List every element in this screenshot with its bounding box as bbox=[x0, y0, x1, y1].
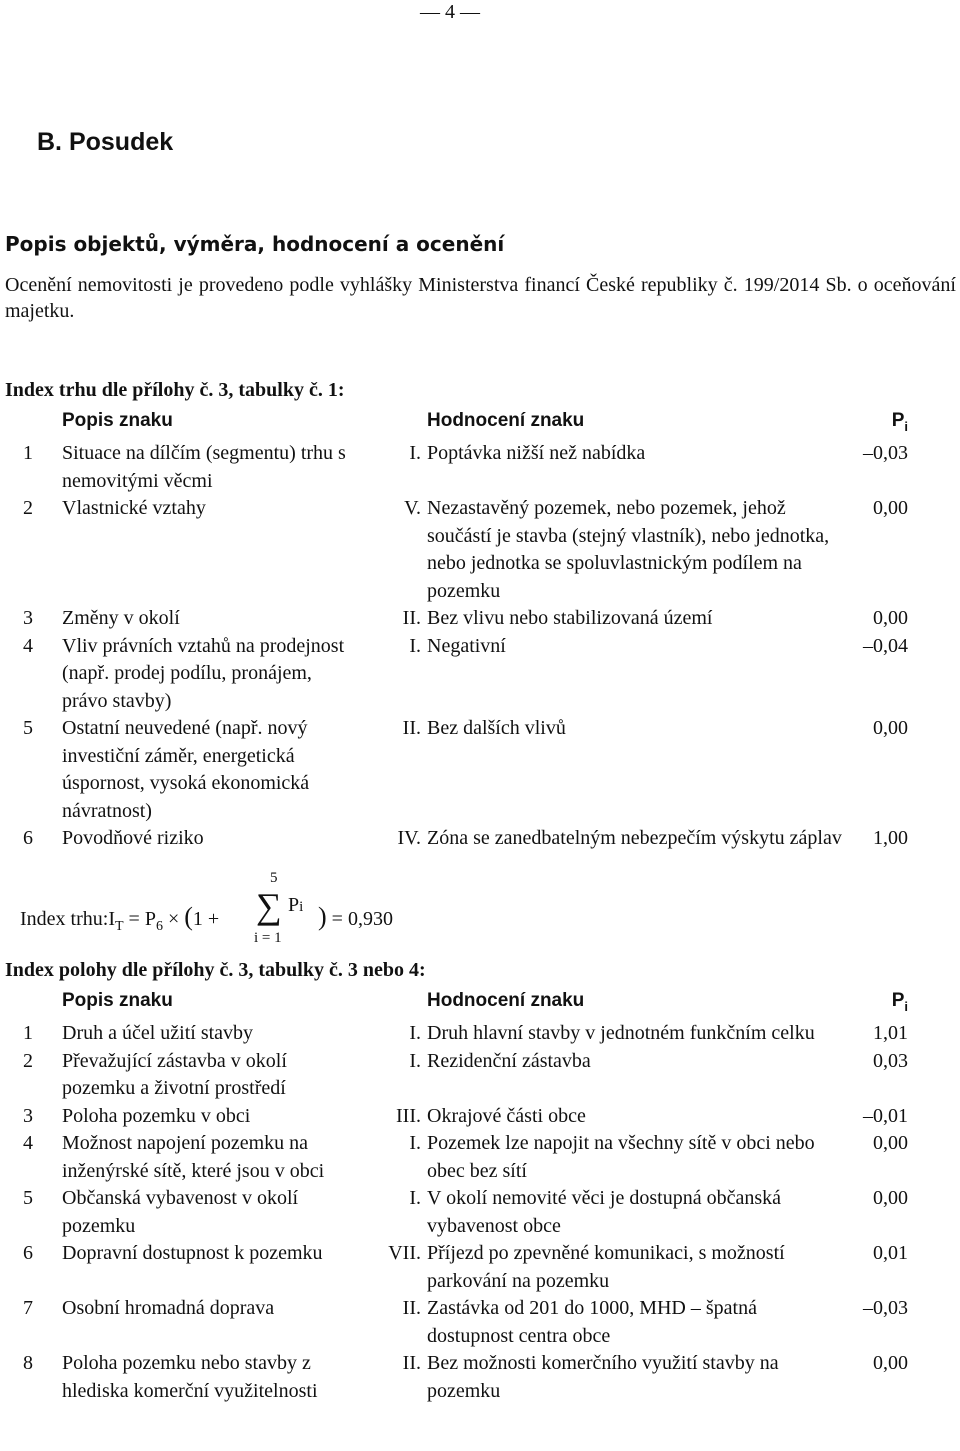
row-sign: Poloha pozemku v obci bbox=[62, 1104, 251, 1127]
header-pi bbox=[847, 407, 960, 440]
row-value: 0,01 bbox=[873, 1242, 908, 1265]
row-level: V. bbox=[404, 497, 421, 520]
row-number: 5 bbox=[23, 1187, 33, 1210]
table-row bbox=[0, 1130, 960, 1185]
formula-p6-sub: 6 bbox=[155, 919, 163, 934]
row-sign: Změny v okolí bbox=[62, 607, 180, 630]
market-index-table bbox=[0, 407, 960, 853]
page-number-value: 4 bbox=[445, 1, 455, 23]
table-header bbox=[0, 407, 960, 440]
formula-pi bbox=[288, 894, 303, 917]
page-number: — 4 — bbox=[420, 1, 480, 23]
header-pi-sub: i bbox=[904, 998, 908, 1014]
row-sign: Dopravní dostupnost k pozemku bbox=[62, 1242, 323, 1265]
row-level: I. bbox=[409, 1187, 421, 1210]
row-description: Bez dalších vlivů bbox=[427, 717, 566, 740]
table-row bbox=[0, 1240, 960, 1295]
row-value: 0,00 bbox=[873, 1187, 908, 1210]
section-title: Popis objektů, výměra, hodnocení a ocenění bbox=[5, 232, 505, 256]
row-sign: Poloha pozemku nebo stavby z hlediska komerční využitelnosti bbox=[62, 1352, 318, 1402]
row-description: Zastávka od 201 do 1000, MHD – špatná dostupnost centra obce bbox=[427, 1297, 757, 1347]
table-row bbox=[0, 605, 960, 633]
header-pi-main: P bbox=[891, 990, 905, 1011]
table-row bbox=[0, 495, 960, 605]
location-index-table bbox=[0, 987, 960, 1405]
table-row bbox=[0, 1020, 960, 1048]
formula-sigma: ∑ bbox=[256, 886, 282, 926]
table-row bbox=[0, 1048, 960, 1103]
row-value: 1,01 bbox=[873, 1022, 908, 1045]
row-value: 0,03 bbox=[873, 1049, 908, 1072]
row-description: Příjezd po zpevněné komunikaci, s možností parkování na pozemku bbox=[427, 1242, 785, 1292]
row-number: 7 bbox=[23, 1297, 33, 1320]
row-number: 1 bbox=[23, 442, 33, 465]
row-number: 6 bbox=[23, 1242, 33, 1265]
row-description: Druh hlavní stavby v jednotném funkčním celku bbox=[427, 1022, 815, 1045]
row-sign: Osobní hromadná doprava bbox=[62, 1297, 275, 1320]
formula-result bbox=[318, 902, 393, 932]
row-value: 0,00 bbox=[873, 607, 908, 630]
row-description: V okolí nemovité věci je dostupná občanská vybavenost obce bbox=[427, 1187, 781, 1237]
market-index-formula bbox=[20, 870, 440, 950]
row-sign: Možnost napojení pozemku na inženýrské sítě, které jsou v obci bbox=[62, 1132, 325, 1182]
row-value: –0,01 bbox=[863, 1104, 908, 1127]
row-description: Nezastavěný pozemek, nebo pozemek, jehož součástí je stavba (stejný vlastník), nebo jednotka, nebo jednotka se spoluvlastnickým podílem na pozemku bbox=[427, 497, 830, 602]
row-description: Pozemek lze napojit na všechny sítě v obci nebo obec bez sítí bbox=[427, 1132, 815, 1182]
row-description: Rezidenční zástavba bbox=[427, 1049, 591, 1072]
row-number: 3 bbox=[23, 607, 33, 630]
header-pi bbox=[847, 987, 960, 1020]
header-pi-sub: i bbox=[904, 418, 908, 434]
table-row bbox=[0, 825, 960, 853]
formula-sum-top: 5 bbox=[270, 870, 278, 886]
formula-pi-main: P bbox=[288, 894, 300, 916]
row-number: 4 bbox=[23, 1132, 33, 1155]
formula-times: × bbox=[167, 908, 180, 930]
row-level: I. bbox=[409, 634, 421, 657]
table-row bbox=[0, 1103, 960, 1131]
row-number: 6 bbox=[23, 827, 33, 850]
row-description: Poptávka nižší než nabídka bbox=[427, 442, 646, 465]
row-description: Negativní bbox=[427, 634, 506, 657]
row-level: IV. bbox=[397, 827, 421, 850]
formula-label-text: Index trhu: bbox=[20, 908, 109, 930]
document-heading: B. Posudek bbox=[37, 128, 174, 156]
row-number: 4 bbox=[23, 634, 33, 657]
row-value: –0,03 bbox=[863, 1297, 908, 1320]
row-value: 0,00 bbox=[873, 497, 908, 520]
row-sign: Povodňové riziko bbox=[62, 827, 204, 850]
row-number: 1 bbox=[23, 1022, 33, 1045]
row-description: Bez vlivu nebo stabilizovaná území bbox=[427, 607, 713, 630]
row-level: I. bbox=[409, 1132, 421, 1155]
row-value: –0,03 bbox=[863, 442, 908, 465]
row-sign: Situace na dílčím (segmentu) trhu s nemovitými věcmi bbox=[62, 442, 346, 492]
table-row bbox=[0, 1185, 960, 1240]
header-sign: Popis znaku bbox=[62, 990, 173, 1011]
table-row bbox=[0, 633, 960, 716]
row-level: I. bbox=[409, 1049, 421, 1072]
formula-label bbox=[20, 902, 219, 935]
row-number: 8 bbox=[23, 1352, 33, 1375]
row-level: I. bbox=[409, 442, 421, 465]
row-number: 2 bbox=[23, 497, 33, 520]
formula-open: ( bbox=[184, 902, 193, 931]
table-header bbox=[0, 987, 960, 1020]
row-value: 0,00 bbox=[873, 1132, 908, 1155]
row-sign: Převažující zástavba v okolí pozemku a životní prostředí bbox=[62, 1049, 287, 1100]
row-level: II. bbox=[402, 717, 421, 740]
formula-close: ) bbox=[318, 902, 327, 931]
row-level: II. bbox=[402, 1352, 421, 1375]
row-sign: Ostatní neuvedené (např. nový investiční záměr, energetická úspornost, vysoká ekonomická návratnost) bbox=[62, 717, 310, 822]
row-value: 1,00 bbox=[873, 827, 908, 850]
row-description: Zóna se zanedbatelným nebezpečím výskytu záplav bbox=[427, 827, 842, 850]
row-description: Bez možnosti komerčního využití stavby na pozemku bbox=[427, 1352, 779, 1402]
formula-it-sub: T bbox=[114, 919, 124, 934]
row-sign: Vliv právních vztahů na prodejnost (např. prodej podílu, pronájem, právo stavby) bbox=[62, 634, 345, 712]
row-level: II. bbox=[402, 1297, 421, 1320]
intro-paragraph: Ocenění nemovitosti je provedeno podle vyhlášky Ministerstva financí České republiky č. 199/2014 Sb. o oceňování majetku. bbox=[5, 274, 956, 322]
header-rating: Hodnocení znaku bbox=[427, 410, 585, 431]
row-number: 3 bbox=[23, 1104, 33, 1127]
row-value: –0,04 bbox=[863, 634, 908, 657]
formula-it: I bbox=[108, 908, 115, 930]
row-level: I. bbox=[409, 1022, 421, 1045]
row-level: VII. bbox=[388, 1242, 421, 1265]
header-rating: Hodnocení znaku bbox=[427, 990, 585, 1011]
formula-one-plus: 1 + bbox=[192, 908, 220, 930]
row-sign: Vlastnické vztahy bbox=[62, 497, 206, 520]
row-description: Okrajové části obce bbox=[427, 1104, 586, 1127]
row-number: 2 bbox=[23, 1049, 33, 1072]
table-row bbox=[0, 715, 960, 825]
table-row bbox=[0, 440, 960, 495]
formula-result-value: = 0,930 bbox=[331, 908, 393, 930]
row-level: III. bbox=[396, 1104, 421, 1127]
row-sign: Občanská vybavenost v okolí pozemku bbox=[62, 1187, 299, 1237]
location-index-title: Index polohy dle přílohy č. 3, tabulky č. 3 nebo 4: bbox=[5, 959, 426, 981]
table-row bbox=[0, 1350, 960, 1405]
table-row bbox=[0, 1295, 960, 1350]
formula-sum-bottom: i = 1 bbox=[254, 930, 282, 946]
formula-eq: = P bbox=[128, 908, 156, 930]
market-index-title: Index trhu dle přílohy č. 3, tabulky č. 1: bbox=[5, 379, 345, 401]
row-sign: Druh a účel užití stavby bbox=[62, 1022, 254, 1045]
header-sign: Popis znaku bbox=[62, 410, 173, 431]
row-number: 5 bbox=[23, 717, 33, 740]
row-value: 0,00 bbox=[873, 1352, 908, 1375]
formula-pi-sub: i bbox=[299, 899, 304, 915]
header-pi-main: P bbox=[891, 410, 905, 431]
row-value: 0,00 bbox=[873, 717, 908, 740]
row-level: II. bbox=[402, 607, 421, 630]
